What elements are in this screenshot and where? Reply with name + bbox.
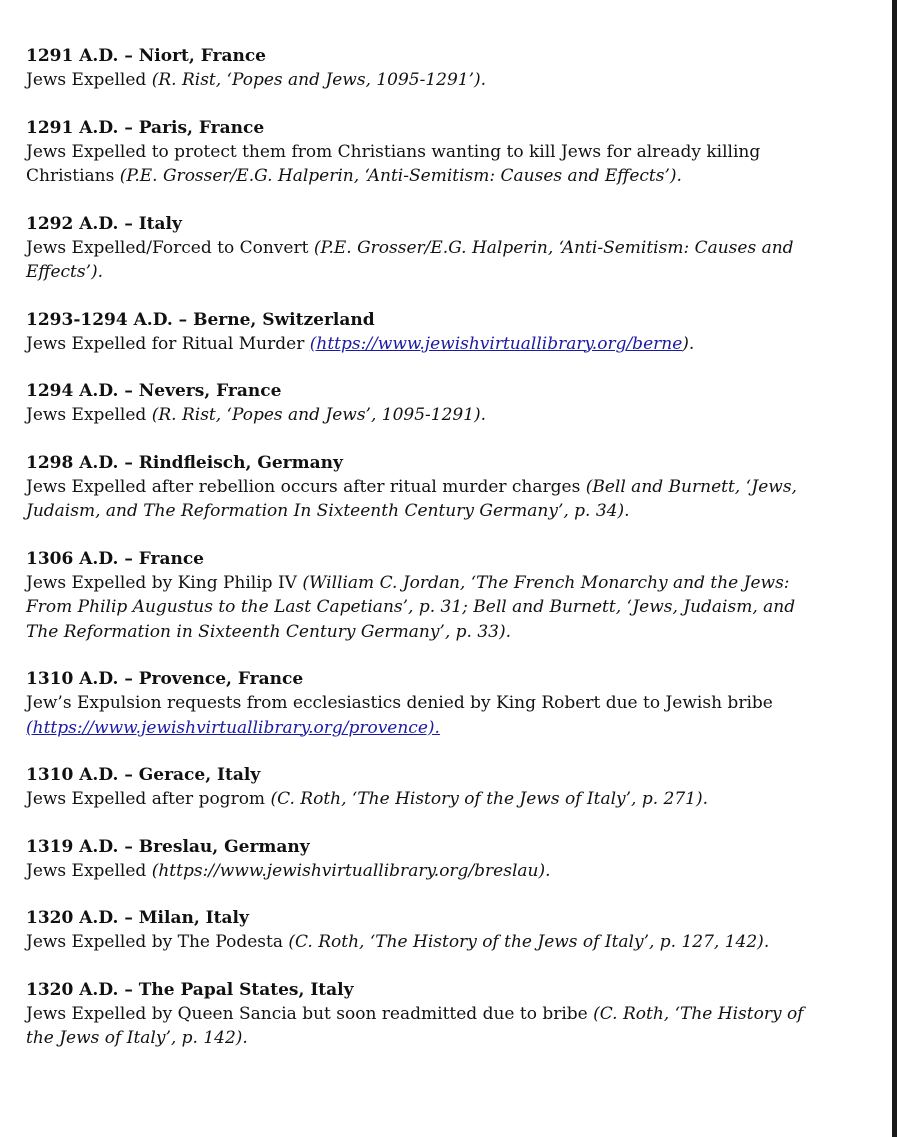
expulsion-entry	[26, 835, 826, 884]
citation-text: (P.E. Grosser/E.G. Halperin, ‘Anti-Semitism: Causes and Effects’).	[26, 237, 794, 282]
entry-title: 1310 A.D. – Provence, France	[26, 669, 304, 689]
entry-citation	[26, 718, 440, 738]
expulsion-entry	[26, 308, 826, 357]
citation-text: ).	[682, 333, 695, 354]
entry-description	[26, 571, 826, 645]
expulsion-entry	[26, 906, 826, 955]
citation-text: (C. Roth, ‘The History of the Jews of Italy’, p. 271).	[270, 789, 709, 809]
entry-description	[26, 403, 826, 428]
entry-text: Jews Expelled	[26, 70, 152, 90]
citation-text: (Bell and Burnett, ‘Jews, Judaism, and The Reformation In Sixteenth Century Germany’, p. 34).	[26, 476, 797, 521]
expulsion-entry	[26, 212, 826, 285]
entry-description	[26, 140, 826, 189]
entry-title: 1294 A.D. – Nevers, France	[26, 381, 282, 401]
entry-text: Jews Expelled	[26, 860, 152, 881]
expulsion-entry-list	[26, 44, 826, 1051]
entry-title: 1291 A.D. – Niort, France	[26, 46, 266, 66]
page-right-border	[892, 0, 897, 1137]
citation-text: (C. Roth, ‘The History of the Jews of Italy’, p. 142).	[26, 1003, 804, 1048]
entry-title: 1320 A.D. – The Papal States, Italy	[26, 979, 354, 1000]
expulsion-entry	[26, 379, 826, 428]
entry-text: Jews Expelled for Ritual Murder	[26, 333, 310, 354]
entry-description	[26, 859, 826, 884]
entry-title: 1298 A.D. – Rindfleisch, Germany	[26, 452, 343, 473]
entry-description	[26, 930, 826, 955]
entry-title: 1293-1294 A.D. – Berne, Switzerland	[26, 309, 375, 330]
citation-text: (C. Roth, ‘The History of the Jews of Italy’, p. 127, 142).	[288, 932, 770, 952]
entry-citation	[288, 932, 769, 952]
entry-citation	[270, 789, 708, 809]
entry-description	[26, 787, 826, 812]
entry-citation	[120, 166, 682, 186]
entry-title: 1291 A.D. – Paris, France	[26, 117, 265, 138]
entry-citation	[152, 405, 486, 425]
entry-title: 1319 A.D. – Breslau, Germany	[26, 836, 310, 857]
citation-text: (R. Rist, ‘Popes and Jews’, 1095-1291).	[151, 405, 487, 425]
entry-description	[26, 691, 826, 740]
entry-text: Jews Expelled after pogrom	[26, 789, 271, 809]
citation-text: (R. Rist, ‘Popes and Jews, 1095-1291’).	[151, 70, 487, 90]
entry-description	[26, 332, 826, 357]
expulsion-entry	[26, 667, 826, 740]
entry-text: Jews Expelled by The Podesta	[26, 932, 289, 952]
expulsion-entry	[26, 547, 826, 645]
entry-description	[26, 68, 826, 93]
entry-citation	[152, 861, 551, 881]
entry-description	[26, 475, 826, 524]
expulsion-entry	[26, 44, 826, 93]
citation-text: (https://www.jewishvirtuallibrary.org/breslau).	[151, 860, 551, 881]
citation-text: (P.E. Grosser/E.G. Halperin, ‘Anti-Semitism: Causes and Effects’).	[119, 166, 682, 186]
expulsion-entry	[26, 978, 826, 1051]
expulsion-entry	[26, 116, 826, 189]
citation-link[interactable]: (https://www.jewishvirtuallibrary.org/provence).	[26, 717, 440, 738]
entry-text: Jews Expelled	[26, 405, 152, 425]
expulsion-entry	[26, 451, 826, 524]
entry-citation	[310, 334, 695, 354]
entry-title: 1320 A.D. – Milan, Italy	[26, 908, 249, 928]
entry-title: 1306 A.D. – France	[26, 548, 205, 569]
expulsion-entry	[26, 763, 826, 812]
entry-citation	[152, 70, 486, 90]
entry-title: 1292 A.D. – Italy	[26, 213, 182, 234]
entry-text: Jew’s Expulsion requests from ecclesiastics denied by King Robert due to Jewish bribe	[26, 693, 773, 713]
citation-link[interactable]: (https://www.jewishvirtuallibrary.org/berne	[309, 333, 683, 354]
entry-text: Jews Expelled by Queen Sancia but soon readmitted due to bribe	[26, 1003, 594, 1024]
entry-text: Jews Expelled/Forced to Convert	[26, 237, 314, 258]
document-page	[26, 44, 826, 1074]
entry-description	[26, 1002, 826, 1051]
entry-text: Jews Expelled to protect them from Christians wanting to kill Jews for already killing Christians	[26, 141, 761, 186]
citation-text: (William C. Jordan, ‘The French Monarchy and the Jews: From Philip Augustus to the Last Capetians’, p. 31; Bell and Burnett, ‘Jews, Judaism, and The Reformation in Sixteenth Century Germany’, p. 33).	[26, 572, 796, 642]
entry-text: Jews Expelled by King Philip IV	[26, 572, 303, 593]
entry-title: 1310 A.D. – Gerace, Italy	[26, 765, 261, 785]
entry-text: Jews Expelled after rebellion occurs after ritual murder charges	[26, 476, 586, 497]
entry-description	[26, 236, 826, 285]
